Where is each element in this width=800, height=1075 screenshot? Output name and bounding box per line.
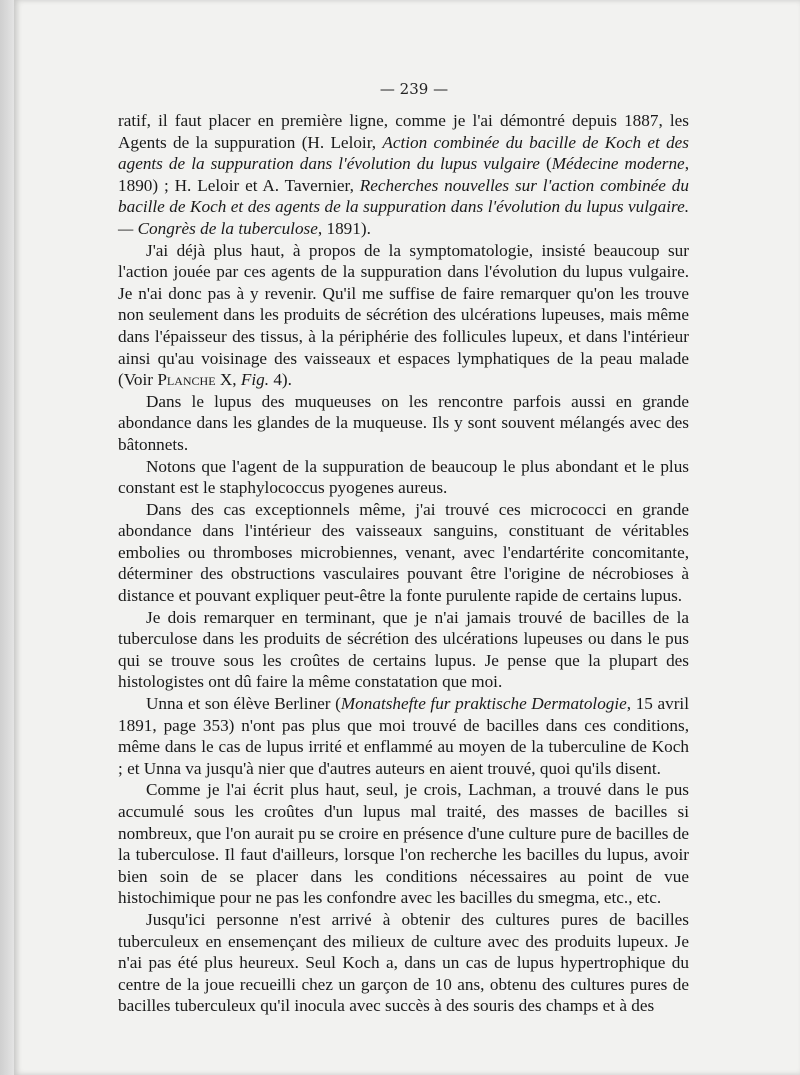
text-run: Unna et son élève Berliner ( [146,694,341,714]
paragraph [118,693,689,779]
paragraph [118,456,689,499]
text-run: , 1890) ; H. Leloir et A. Tavernier, [118,154,689,195]
text-run: Jusqu'ici personne n'est arrivé à obtenir des cultures pures de bacilles tuberculeux en ensemençant des milieux de culture avec des produits lupeux. Je n'ai pas été plus heureux. Seul Koch a, dans un cas de lupus hypertrophique du centre de la joue recueilli chez un garçon de 10 ans, obtenu des cultures pures de bacilles tuberculeux qu'il inocula avec succès à des souris des champs et à des [118,909,689,1016]
text-run: Dans des cas exceptionnels même, j'ai trouvé ces micrococci en grande abondance dans l'intérieur des vaisseaux sanguins, constituant de véritables embolies ou thromboses microbiennes, venant, avec l'endartérite concomitante, déterminer des obstructions vasculaires pouvant être l'origine de nécrobioses à distance et pouvant expliquer peut-être la fonte purulente rapide de certains lupus. [118,499,689,606]
text-run: , 1891). [317,218,371,238]
italic-text: Monatshefte fur praktische Dermatologie [340,694,627,714]
text-run: X, [215,370,241,390]
paragraph [118,779,689,909]
text-run: ratif, il faut placer en première ligne, comme je l'ai démontré depuis 1887, les Agents de la suppuration (H. Leloir, [118,111,689,152]
scan-edge [0,0,14,1075]
text-run: ( [539,154,552,174]
italic-text: Action combinée du bacille de Koch et des agents de la suppuration dans l'évolution du lupus vulgaire [118,132,690,174]
paragraph [118,499,689,607]
italic-text: Recherches nouvelles sur l'action combinée du bacille de Koch et des agents de la suppuration dans l'évolution du lupus vulgaire. — Congrès de la tuberculose [118,175,689,238]
document-page [14,0,800,1075]
text-run: Planche [157,370,216,390]
paragraph [118,909,689,1017]
text-run: 4). [269,370,292,390]
paragraph [118,391,689,456]
text-run: Comme je l'ai écrit plus haut, seul, je crois, Lachman, a trouvé dans le pus accumulé sous les croûtes d'un lupus mal traité, des masses de bacilles si nombreux, que l'on aurait pu se croire en présence d'une culture pure de bacilles de la tuberculose. Il faut d'ailleurs, lorsque l'on recherche les bacilles du lupus, avoir bien soin de se placer dans les conditions nécessaires au point de vue histochimique pour ne pas les confondre avec les bacilles du smegma, etc., etc. [118,780,689,908]
text-run: J'ai déjà plus haut, à propos de la symptomatologie, insisté beaucoup sur l'action jouée par ces agents de la suppuration dans l'évolution du lupus vulgaire. Je n'ai donc pas à y revenir. Qu'il me suffise de faire remarquer qu'on les trouve non seulement dans les produits de sécrétion des ulcérations lupeuses, mais même dans l'épaisseur des tissus, à la périphérie des follicules lupeux, et dans l'intérieur ainsi qu'au voisinage des vaisseaux et espaces lymphatiques de la peau malade (Voir [118,240,689,390]
text-run: Dans le lupus des muqueuses on les rencontre parfois aussi en grande abondance dans les glandes de la muqueuse. Ils y sont souvent mélangés avec des bâtonnets. [118,391,689,454]
paragraph [118,110,689,240]
text-run: , 15 avril 1891, page 353) n'ont pas plus que moi trouvé de bacilles dans ces conditions, même dans le cas de lupus irrité et enflammé au moyen de la tuberculine de Koch ; et Unna va jusqu'à nier que d'autres auteurs en aient trouvé, quoi qu'ils disent. [118,694,689,778]
paragraph [118,240,689,391]
page-number: — 239 — [379,80,449,98]
italic-text: Fig. [240,370,270,390]
paragraph [118,607,689,693]
body-text [118,110,689,1017]
text-run: Je dois remarquer en terminant, que je n'ai jamais trouvé de bacilles de la tuberculose dans les produits de sécrétion des ulcérations lupeuses ou dans le pus qui se trouve sous les croûtes de certains lupus. Je pense que la plupart des histologistes ont dû faire la même constatation que moi. [118,607,689,692]
text-run: Notons que l'agent de la suppuration de beaucoup le plus abondant et le plus constant est le staphylococcus pyogenes aureus. [118,456,689,498]
italic-text: Médecine moderne [551,154,685,174]
